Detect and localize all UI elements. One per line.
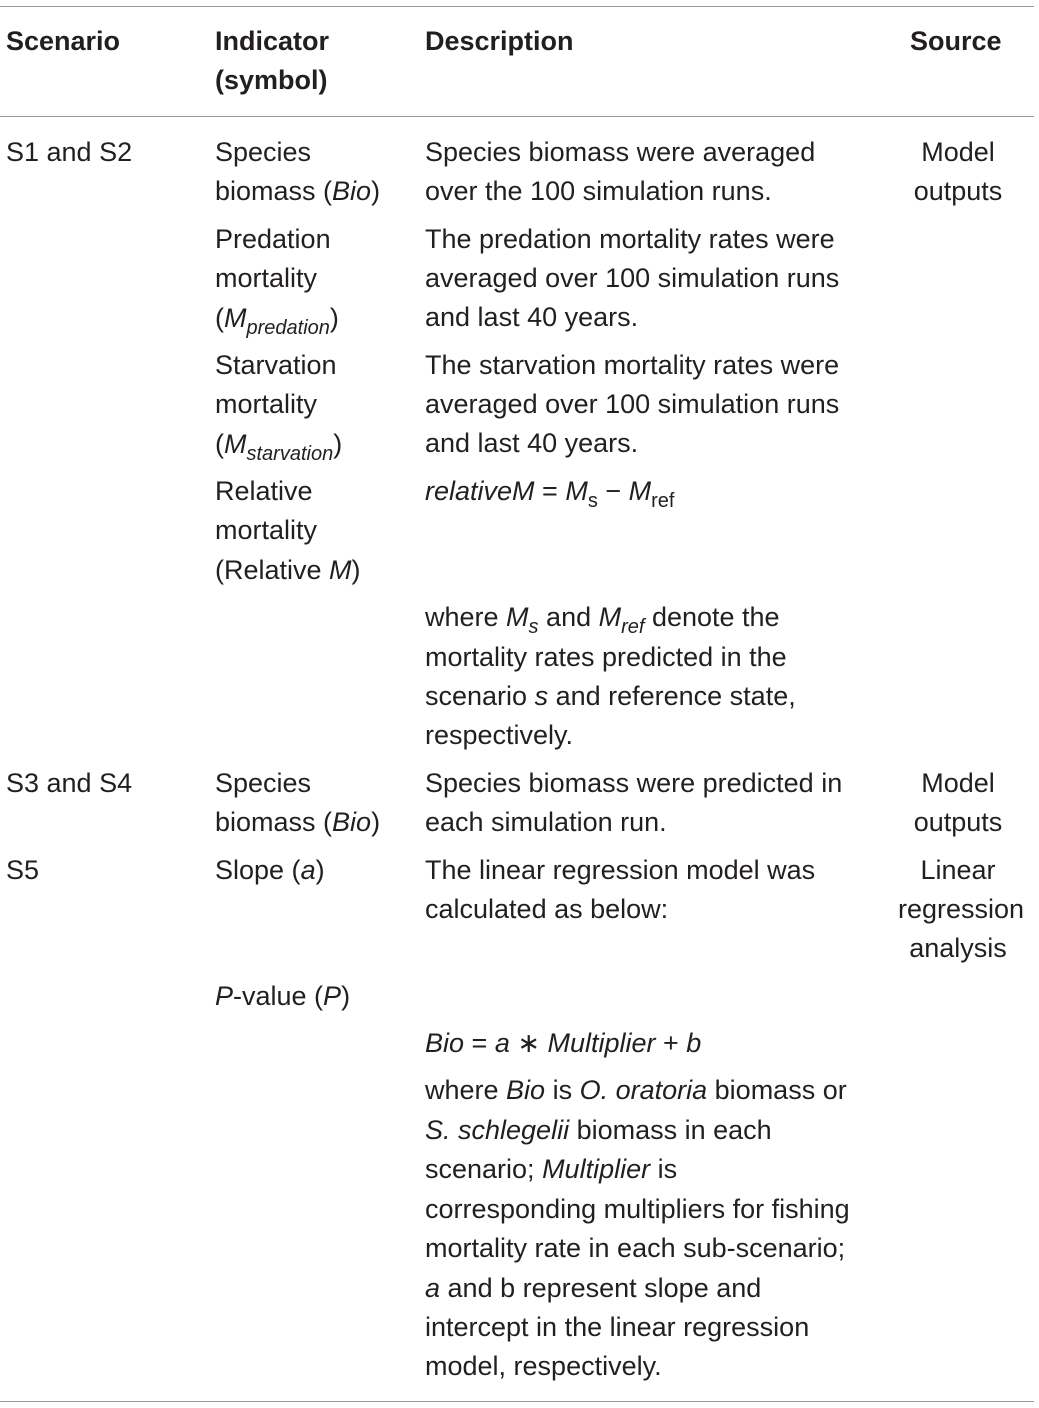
where-line2: mortality rates predicted in the [425, 642, 787, 672]
description-bio-line1: Species biomass were averaged [425, 137, 816, 167]
description-line1: Species biomass were predicted in [425, 768, 843, 798]
source-line2: regression [898, 894, 1025, 924]
top-rule [0, 6, 1034, 7]
source-line2: outputs [913, 176, 1003, 206]
header-scenario: Scenario [6, 26, 121, 56]
indicator-predation-line2: mortality [215, 263, 318, 293]
source-line3: analysis [909, 933, 1007, 963]
indicator-bio-line2: biomass (Bio) [215, 176, 381, 206]
where-line1: where $M_s$ and $M_{ref}$ denote the [425, 602, 780, 638]
source-line1: Model [921, 137, 995, 167]
where-line6: a and b represent slope and [425, 1273, 762, 1303]
where-line7: intercept in the linear regression [425, 1312, 810, 1342]
where-line8: model, respectively. [425, 1351, 662, 1381]
description-predation-line1: The predation mortality rates were [425, 224, 835, 254]
description-starvation-line3: and last 40 years. [425, 428, 639, 458]
where-line1: where Bio is O. oratoria biomass or [425, 1075, 847, 1105]
source-line2: outputs [913, 807, 1003, 837]
indicator-bio-line2: biomass (Bio) [215, 807, 381, 837]
description-line2: each simulation run. [425, 807, 667, 837]
description-predation-line3: and last 40 years. [425, 302, 639, 332]
where-line3: scenario s and reference state, [425, 681, 796, 711]
description-starvation-line2: averaged over 100 simulation runs [425, 389, 840, 419]
where-line4: corresponding multipliers for fishing [425, 1194, 850, 1224]
indicator-starvation-line1: Starvation [215, 350, 337, 380]
scenario-cell: S1 and S2 [6, 137, 133, 167]
indicator-starvation-symbol: $(M_{starvation})$ [215, 429, 343, 465]
indicator-pvalue: P-value (P) [215, 981, 351, 1011]
description-line2: calculated as below: [425, 894, 669, 924]
scenario-cell: S3 and S4 [6, 768, 133, 798]
header-indicator-symbol: (symbol) [215, 65, 328, 95]
bottom-rule [0, 1401, 1034, 1402]
indicator-bio-line1: Species [215, 137, 312, 167]
header-rule [0, 116, 1034, 117]
regression-formula: Bio = a ∗ Multiplier + b [425, 1028, 702, 1058]
description-bio-line2: over the 100 simulation runs. [425, 176, 772, 206]
scenario-cell: S5 [6, 855, 40, 885]
indicator-predation-line1: Predation [215, 224, 331, 254]
header-source: Source [910, 26, 1002, 56]
relative-mortality-formula: relativeM = $M_s - M_{ref}$ [425, 476, 675, 512]
where-line3: scenario; Multiplier is [425, 1154, 678, 1184]
where-line4: respectively. [425, 720, 574, 750]
indicator-starvation-line2: mortality [215, 389, 318, 419]
where-line5: mortality rate in each sub-scenario; [425, 1233, 846, 1263]
header-indicator: Indicator [215, 26, 330, 56]
indicator-relative-line1: Relative [215, 476, 313, 506]
indicator-slope: Slope (a) [215, 855, 325, 885]
where-line2: S. schlegelii biomass in each [425, 1115, 772, 1145]
header-description: Description [425, 26, 574, 56]
description-line1: The linear regression model was [425, 855, 816, 885]
indicator-bio-line1: Species [215, 768, 312, 798]
description-starvation-line1: The starvation mortality rates were [425, 350, 840, 380]
indicator-relative-line2: mortality [215, 515, 318, 545]
source-line1: Linear [920, 855, 996, 885]
source-line1: Model [921, 768, 995, 798]
description-predation-line2: averaged over 100 simulation runs [425, 263, 840, 293]
indicator-predation-symbol: $(M_{predation})$ [215, 303, 339, 339]
indicator-relative-line3: (Relative M) [215, 555, 361, 585]
